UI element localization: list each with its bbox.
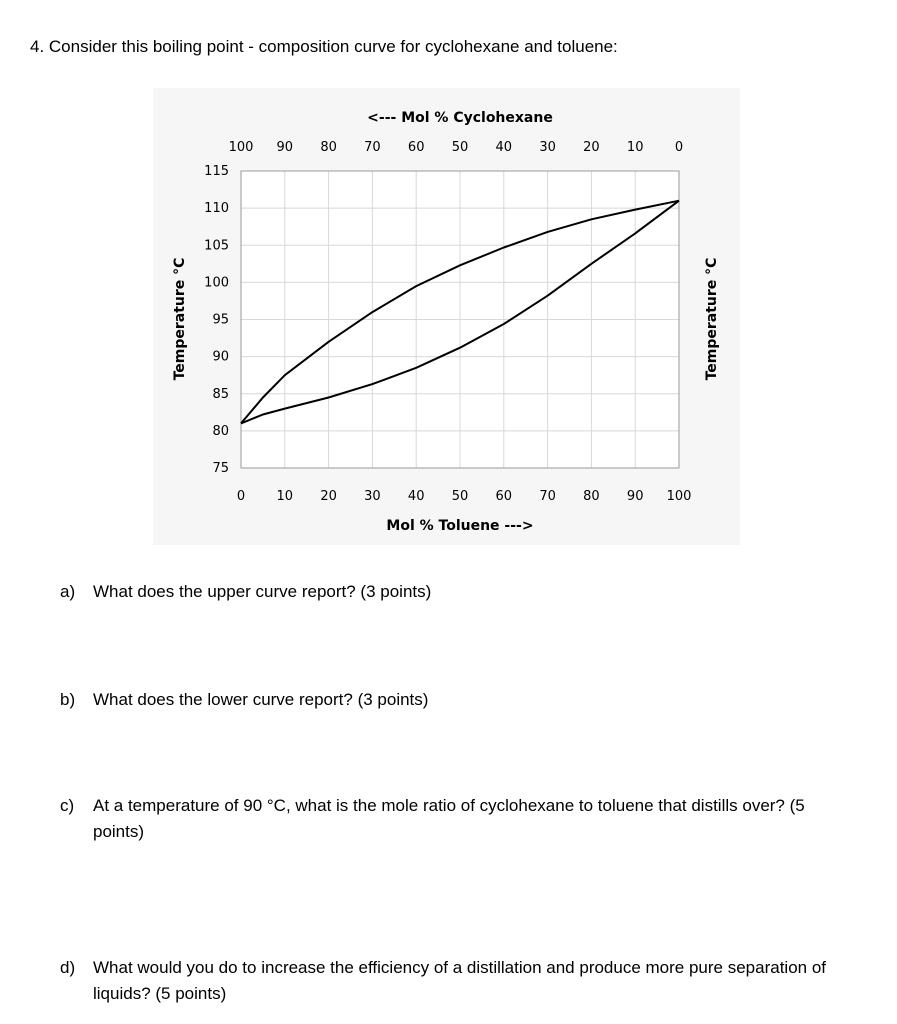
- question-part-a: [60, 579, 850, 605]
- y-tick-label: 105: [204, 238, 229, 254]
- x-axis-title: Mol % Toluene --->: [386, 518, 534, 534]
- x-tick-label-bottom: 100: [666, 489, 692, 504]
- y-tick-label: 80: [212, 423, 229, 439]
- x-tick-label-bottom: 70: [539, 489, 556, 504]
- part-b-text: What does the lower curve report? (3 points): [93, 690, 429, 709]
- x-tick-label-top: 10: [626, 140, 644, 155]
- y-tick-label: 100: [204, 275, 229, 291]
- question-part-c: [60, 793, 850, 845]
- chart-svg: [153, 88, 740, 545]
- chart-top-title: <--- Mol % Cyclohexane: [367, 110, 553, 126]
- x-tick-label-top: 50: [451, 140, 469, 155]
- y-tick-label: 85: [212, 386, 229, 402]
- question-title: 4. Consider this boiling point - composition curve for cyclohexane and toluene:: [30, 37, 618, 56]
- part-b-letter: b): [60, 690, 76, 709]
- x-tick-label-top: 20: [583, 140, 600, 155]
- boiling-point-chart: [153, 88, 740, 545]
- part-d-letter: d): [60, 958, 76, 977]
- y-tick-label: 75: [212, 461, 229, 476]
- x-tick-label-top: 0: [674, 140, 684, 155]
- x-tick-label-bottom: 60: [495, 489, 513, 504]
- part-c-letter: c): [60, 796, 75, 815]
- part-d-text: What would you do to increase the efficiency of a distillation and produce more pure separation of liquids? (5 points): [93, 958, 827, 1003]
- part-a-letter: a): [60, 582, 76, 601]
- y-tick-label: 110: [204, 201, 229, 217]
- x-tick-label-bottom: 40: [407, 489, 425, 504]
- x-tick-label-top: 40: [495, 140, 513, 155]
- x-tick-label-top: 60: [407, 140, 425, 155]
- x-tick-label-bottom: 80: [583, 489, 600, 504]
- y-axis-title-left: Temperature °C: [172, 257, 188, 381]
- y-tick-label: 115: [204, 164, 229, 179]
- question-part-b: [60, 687, 850, 713]
- x-tick-label-bottom: 30: [364, 489, 381, 504]
- part-a-text: What does the upper curve report? (3 points): [93, 582, 432, 601]
- question-part-d: [60, 955, 850, 1007]
- part-c-text: At a temperature of 90 °C, what is the mole ratio of cyclohexane to toluene that distills over? (5 points): [93, 796, 805, 841]
- x-tick-label-top: 80: [320, 140, 337, 155]
- x-tick-label-bottom: 0: [236, 489, 246, 504]
- x-tick-label-top: 90: [276, 140, 294, 155]
- y-tick-label: 90: [212, 349, 229, 365]
- x-tick-label-top: 100: [228, 140, 254, 155]
- x-tick-label-top: 70: [364, 140, 381, 155]
- x-tick-label-bottom: 20: [320, 489, 337, 504]
- x-tick-label-bottom: 50: [451, 489, 469, 504]
- y-axis-title-right: Temperature °C: [704, 257, 720, 381]
- x-tick-label-bottom: 10: [276, 489, 294, 504]
- x-tick-label-top: 30: [539, 140, 556, 155]
- x-tick-label-bottom: 90: [626, 489, 644, 504]
- chart-grid: [241, 171, 679, 468]
- y-tick-label: 95: [212, 312, 229, 328]
